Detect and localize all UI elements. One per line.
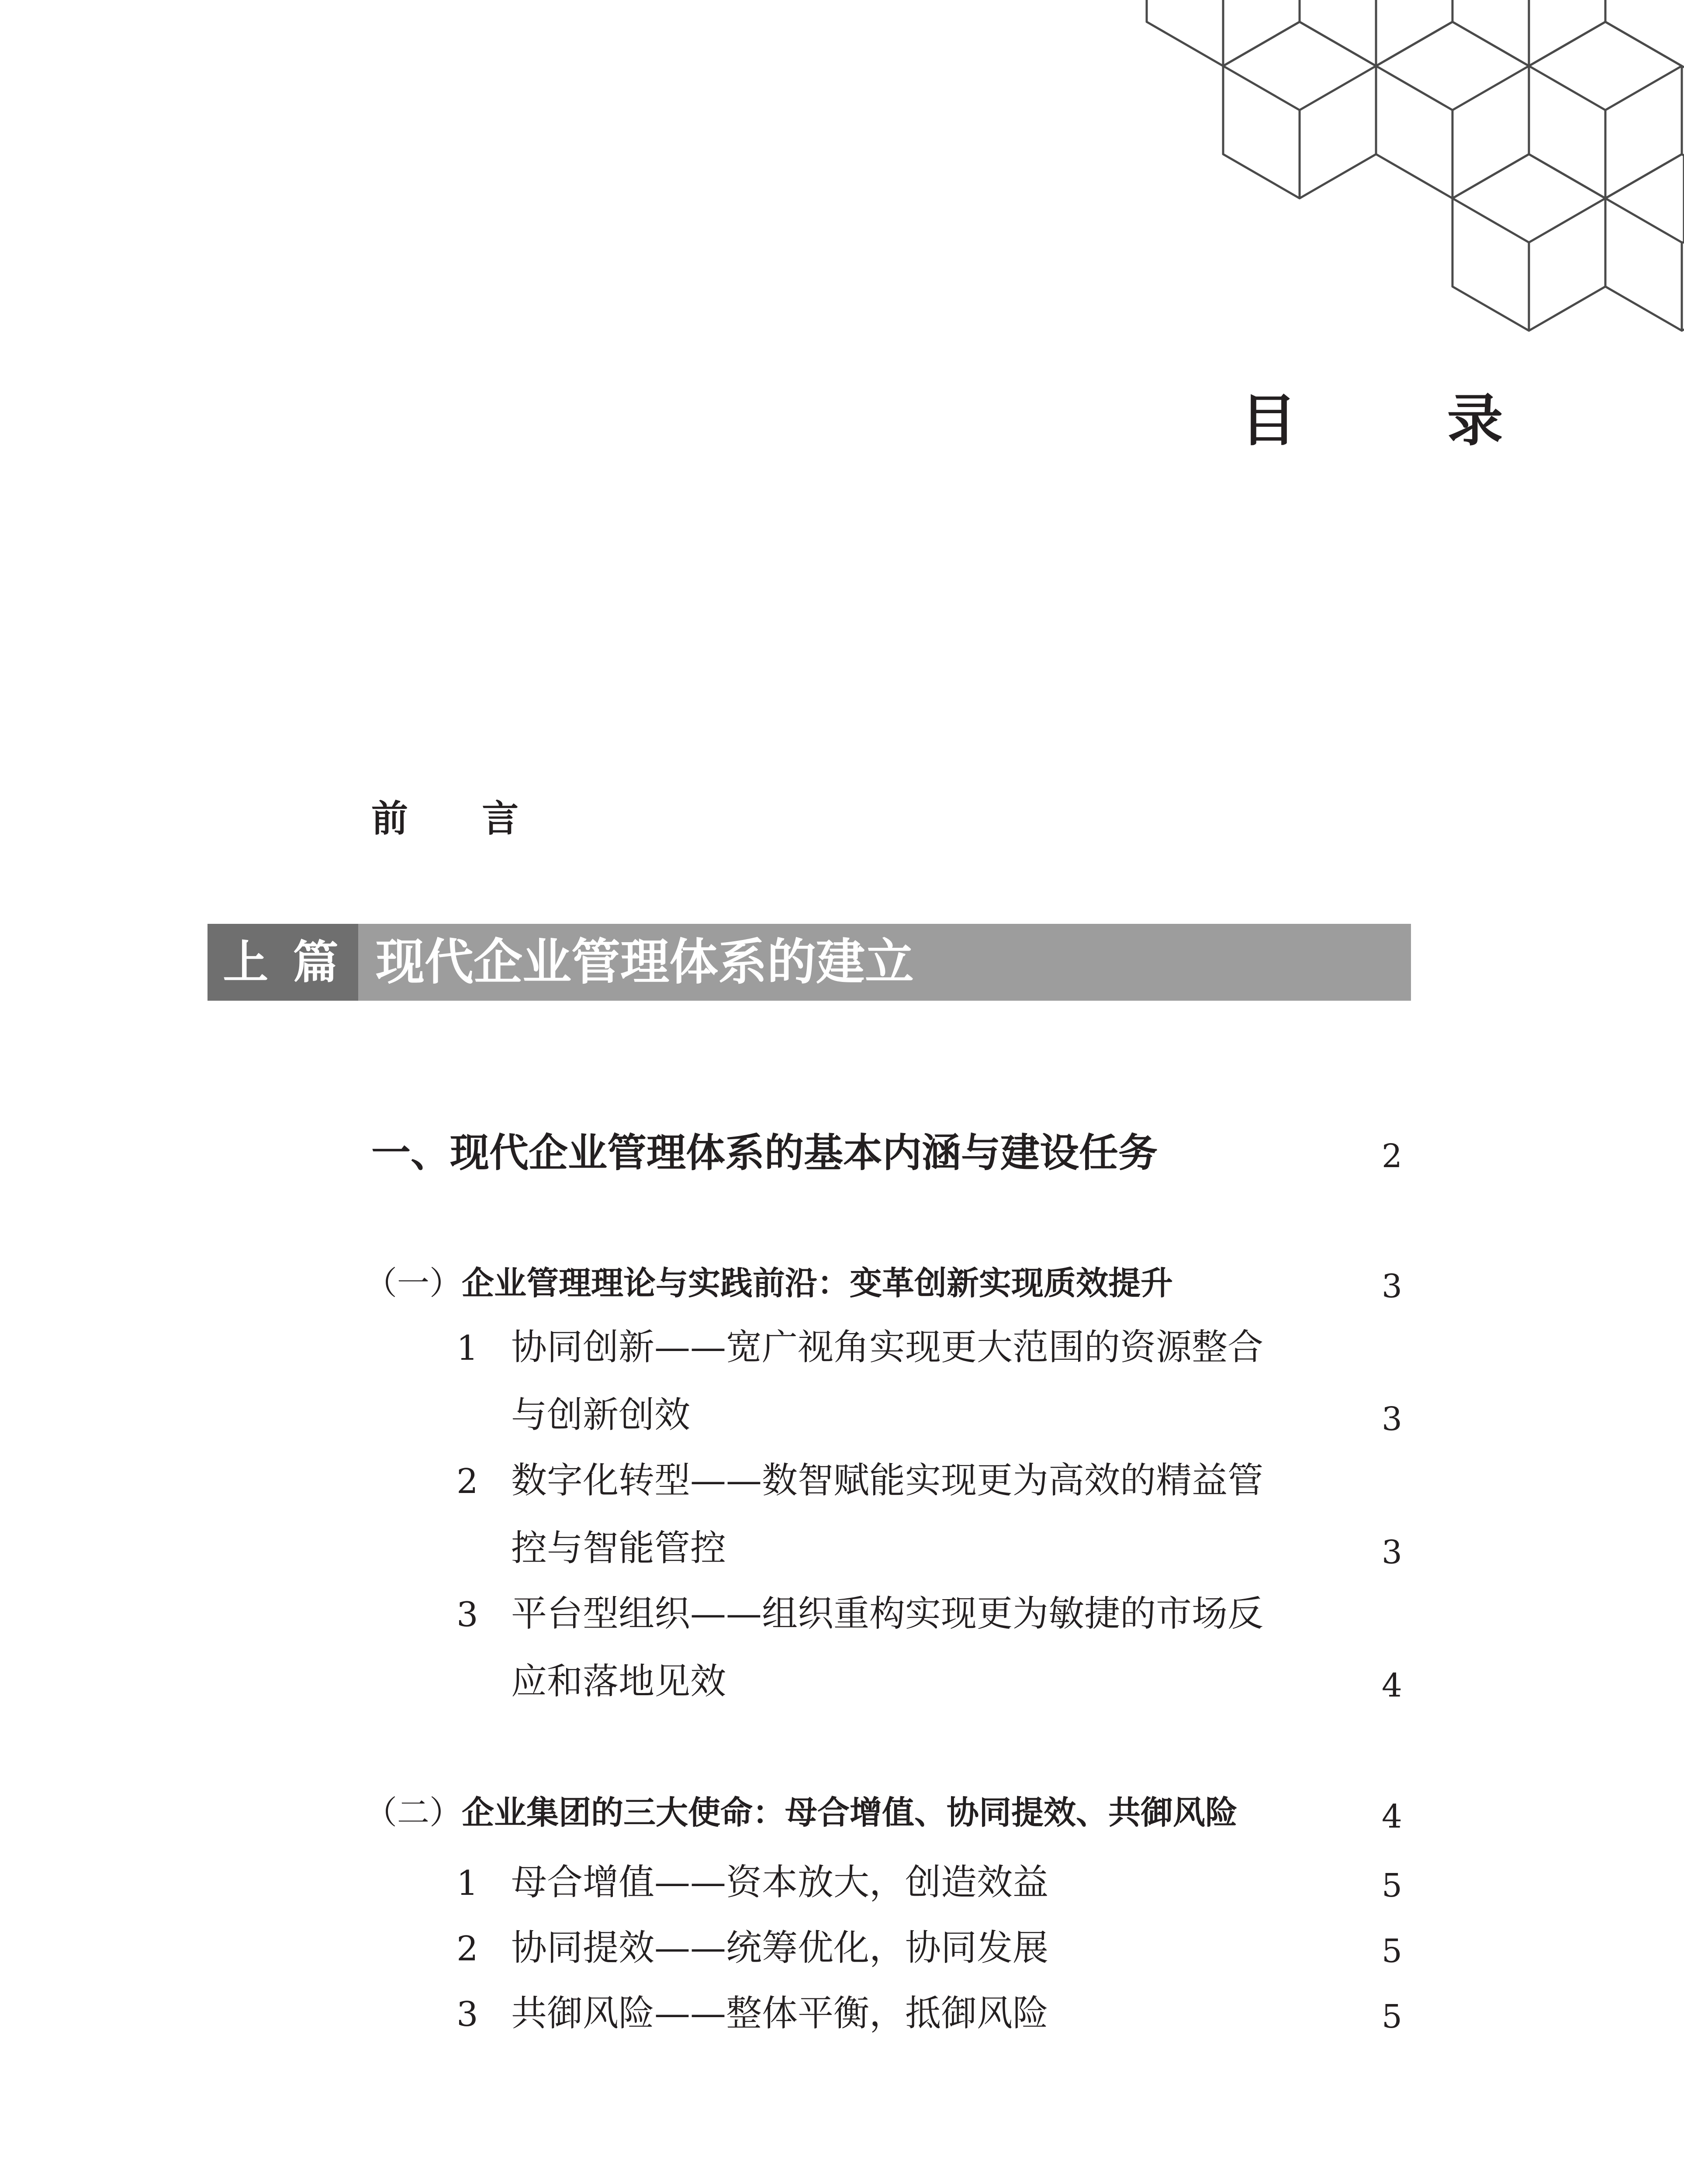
part-title: 现代企业管理体系的建立: [376, 934, 914, 991]
toc-item-text-continued[interactable]: 与创新创效: [511, 1394, 691, 1436]
section-page-number: 3: [1381, 1268, 1402, 1305]
section-label: 企业管理理论与实践前沿：变革创新实现质效提升: [462, 1265, 1173, 1302]
part-tag: 上 篇: [207, 924, 358, 1001]
section-label: 企业集团的三大使命：母合增值、协同提效、共御风险: [462, 1794, 1238, 1832]
item-page-number: 4: [1381, 1667, 1402, 1704]
toc-item-text-continued[interactable]: 应和落地见效: [511, 1661, 726, 1702]
item-number: 1: [456, 1864, 478, 1903]
chapter-title[interactable]: 一、现代企业管理体系的基本内涵与建设任务: [371, 1130, 1158, 1176]
toc-item-text[interactable]: 母合增值——资本放大，创造效益: [511, 1862, 1049, 1903]
item-number: 2: [456, 1929, 478, 1969]
toc-item-text[interactable]: 协同创新——宽广视角实现更大范围的资源整合: [511, 1327, 1264, 1368]
toc-item-text[interactable]: 数字化转型——数智赋能实现更为高效的精益管: [511, 1460, 1264, 1501]
section-page-number: 4: [1381, 1798, 1402, 1835]
toc-item-text[interactable]: 共御风险——整体平衡，抵御风险: [511, 1993, 1049, 2034]
item-page-number: 3: [1381, 1400, 1402, 1438]
part-banner: [207, 924, 1411, 1001]
section-title-1[interactable]: [365, 1266, 1173, 1301]
item-page-number: 5: [1381, 1932, 1402, 1970]
toc-heading: 目 录: [1241, 388, 1569, 453]
section-title-2[interactable]: [365, 1795, 1238, 1831]
item-page-number: 3: [1381, 1534, 1402, 1571]
item-number: 3: [456, 1995, 478, 2034]
cube-pattern-decoration: [1136, 0, 1684, 363]
chapter-page-number: 2: [1381, 1137, 1402, 1175]
item-number: 1: [456, 1329, 478, 1368]
toc-item-text[interactable]: 协同提效——统筹优化，协同发展: [511, 1927, 1049, 1969]
section-number: （二）: [365, 1794, 462, 1832]
toc-item-text-continued[interactable]: 控与智能管控: [511, 1527, 726, 1569]
toc-item-text[interactable]: 平台型组织——组织重构实现更为敏捷的市场反: [511, 1593, 1264, 1635]
preface-link[interactable]: 前 言: [371, 797, 550, 840]
item-number: 2: [456, 1462, 478, 1501]
item-page-number: 5: [1381, 1867, 1402, 1904]
item-number: 3: [456, 1595, 478, 1635]
section-number: （一）: [365, 1265, 462, 1302]
item-page-number: 5: [1381, 1998, 1402, 2035]
